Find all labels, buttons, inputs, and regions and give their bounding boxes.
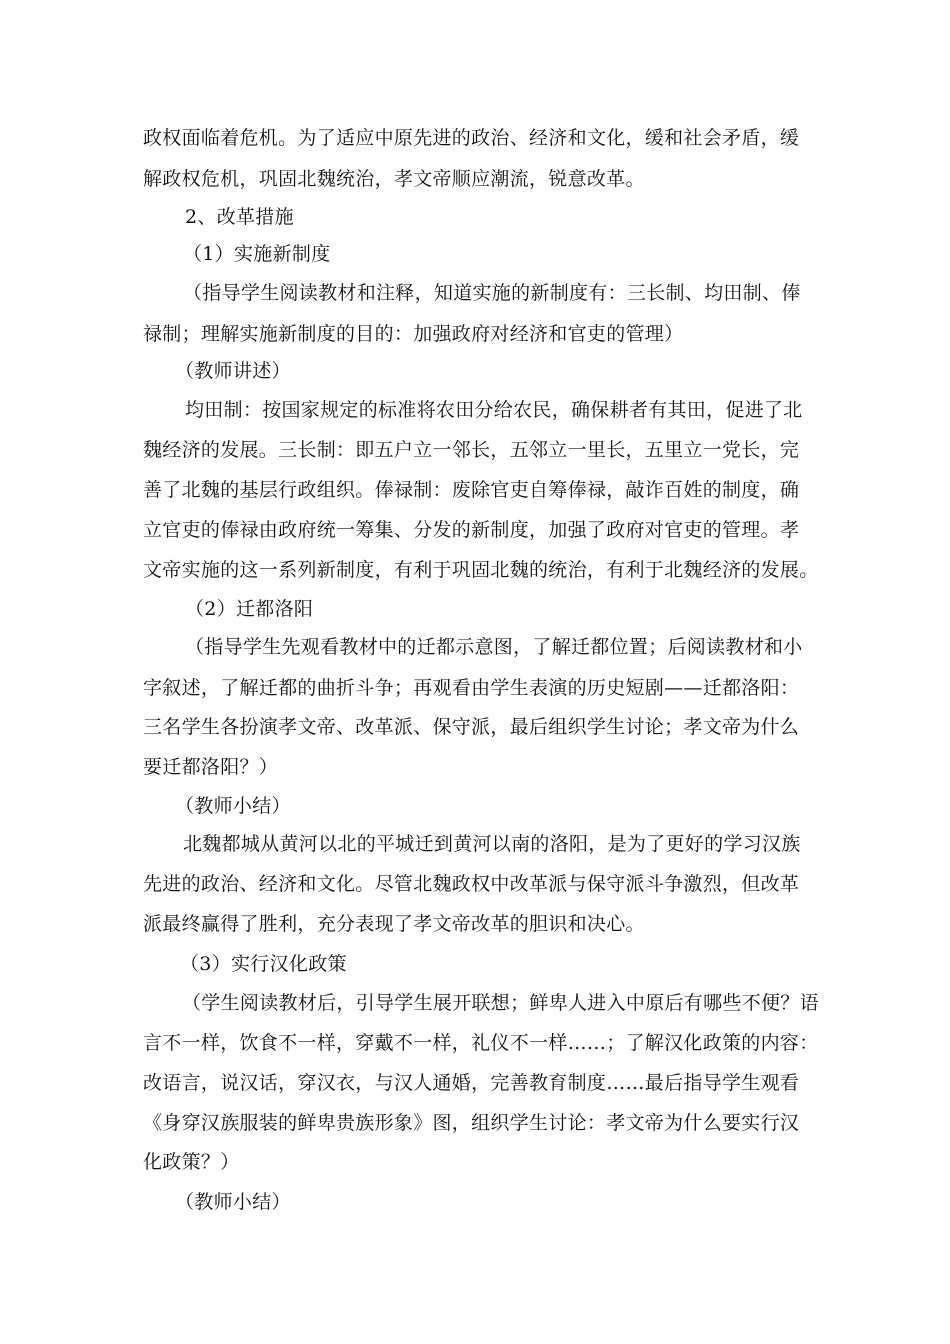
body-text-line: 改语言，说汉话，穿汉衣，与汉人通婚，完善教育制度……最后指导学生观看 bbox=[143, 1072, 800, 1094]
body-text-line: 化政策？） bbox=[143, 1151, 240, 1173]
body-text-line: 解政权危机，巩固北魏统治，孝文帝顺应潮流，锐意改革。 bbox=[143, 168, 645, 190]
section-heading: 2、改革措施 bbox=[185, 206, 294, 228]
body-text-line: 要迁都洛阳？） bbox=[143, 756, 279, 778]
body-text-line: 魏经济的发展。三长制：即五户立一邻长，五邻立一里长，五里立一党长，完 bbox=[143, 439, 800, 461]
body-text-line: 北魏都城从黄河以北的平城迁到黄河以南的洛阳，是为了更好的学习汉族 bbox=[183, 833, 801, 855]
body-text-line: 文帝实施的这一系列新制度，有利于巩固北魏的统治，有利于北魏经济的发展。 bbox=[143, 559, 819, 581]
note-label: （教师小结） bbox=[175, 1191, 291, 1213]
body-text-line: 均田制：按国家规定的标准将农田分给农民，确保耕者有其田，促进了北 bbox=[185, 399, 803, 421]
body-text-line: 派最终赢得了胜利，充分表现了孝文帝改革的胆识和决心。 bbox=[143, 913, 645, 935]
note-label: （教师讲述） bbox=[175, 360, 291, 382]
subsection-heading: （2）迁都洛阳 bbox=[185, 598, 314, 620]
body-text-line: 字叙述，了解迁都的曲折斗争；再观看由学生表演的历史短剧——迁都洛阳： bbox=[143, 677, 800, 699]
body-text-line: （指导学生先观看教材中的迁都示意图，了解迁都位置；后阅读教材和小 bbox=[185, 636, 803, 658]
body-text-line: 先进的政治、经济和文化。尽管北魏政权中改革派与保守派斗争激烈，但改革 bbox=[143, 873, 800, 895]
body-text-line: 三名学生各扮演孝文帝、改革派、保守派，最后组织学生讨论；孝文帝为什么 bbox=[143, 716, 800, 738]
note-label: （教师小结） bbox=[175, 795, 291, 817]
body-text-line: 言不一样，饮食不一样，穿戴不一样，礼仪不一样……；了解汉化政策的内容： bbox=[143, 1032, 819, 1054]
body-text-line: 政权面临着危机。为了适应中原先进的政治、经济和文化，缓和社会矛盾，缓 bbox=[143, 127, 800, 149]
body-text-line: （指导学生阅读教材和注释，知道实施的新制度有：三长制、均田制、俸 bbox=[183, 282, 801, 304]
body-text-line: 善了北魏的基层行政组织。俸禄制：废除官吏自筹俸禄，敲诈百姓的制度，确 bbox=[143, 479, 800, 501]
subsection-heading: （3）实行汉化政策 bbox=[180, 953, 347, 975]
body-text-line: 立官吏的俸禄由政府统一筹集、分发的新制度，加强了政府对官吏的管理。孝 bbox=[143, 519, 800, 541]
body-text-line: 《身穿汉族服装的鲜卑贵族形象》图，组织学生讨论：孝文帝为什么要实行汉 bbox=[143, 1112, 800, 1134]
subsection-heading: （1）实施新制度 bbox=[183, 243, 331, 265]
body-text-line: （学生阅读教材后，引导学生展开联想；鲜卑人进入中原后有哪些不便？语 bbox=[182, 992, 819, 1014]
body-text-line: 禄制；理解实施新制度的目的：加强政府对经济和官吏的管理） bbox=[143, 323, 684, 345]
